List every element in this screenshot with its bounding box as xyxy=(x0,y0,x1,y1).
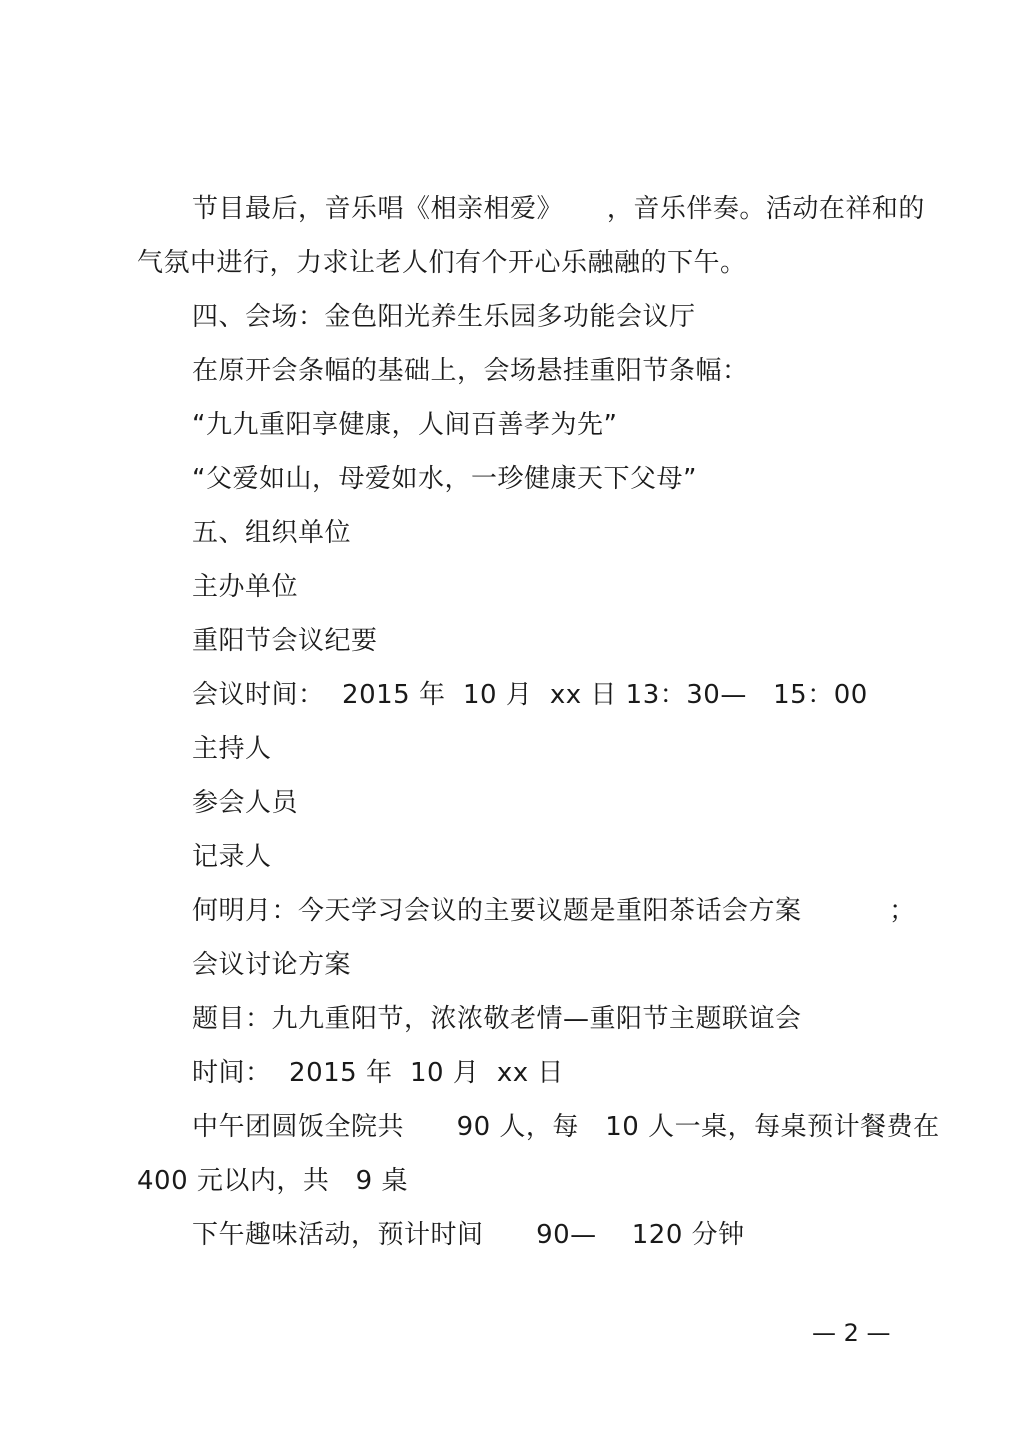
text-line: 会议讨论方案 xyxy=(192,950,352,980)
text-line: 在原开会条幅的基础上，会场悬挂重阳节条幅： xyxy=(192,356,749,386)
banner-text: “父爱如山，母爱如水，一珍健康天下父母” xyxy=(192,464,697,494)
page-number: — 2 — xyxy=(812,1319,891,1347)
section-heading: 五、组织单位 xyxy=(192,518,352,548)
text-line: 题目：九九重阳节，浓浓敬老情—重阳节主题联谊会 xyxy=(192,1004,802,1034)
text-line: 记录人 xyxy=(192,842,272,872)
banner-text: “九九重阳享健康，人间百善孝为先” xyxy=(192,410,618,440)
text-line: 主办单位 xyxy=(192,572,299,602)
text-line: 参会人员 xyxy=(192,788,299,818)
text-line: 气氛中进行，力求让老人们有个开心乐融融的下午。 xyxy=(137,248,747,278)
minutes-title: 重阳节会议纪要 xyxy=(192,626,378,656)
text-line: 下午趣味活动，预计时间 90— 120 分钟 xyxy=(192,1220,745,1250)
text-line: 中午团圆饭全院共 90 人，每 10 人一桌，每桌预计餐费在 xyxy=(192,1112,940,1142)
meeting-time: 会议时间： 2015 年 10 月 xx 日 13：30— 15：00 xyxy=(192,680,868,710)
section-heading: 四、会场：金色阳光养生乐园多功能会议厅 xyxy=(192,302,696,332)
text-line: 时间： 2015 年 10 月 xx 日 xyxy=(192,1058,564,1088)
text-line: 400 元以内，共 9 桌 xyxy=(137,1166,408,1196)
text-line: 主持人 xyxy=(192,734,272,764)
text-line: 何明月：今天学习会议的主要议题是重阳茶话会方案 ； xyxy=(192,896,916,926)
text-line: 节目最后，音乐唱《相亲相爱》 ，音乐伴奏。活动在祥和的 xyxy=(192,194,925,224)
